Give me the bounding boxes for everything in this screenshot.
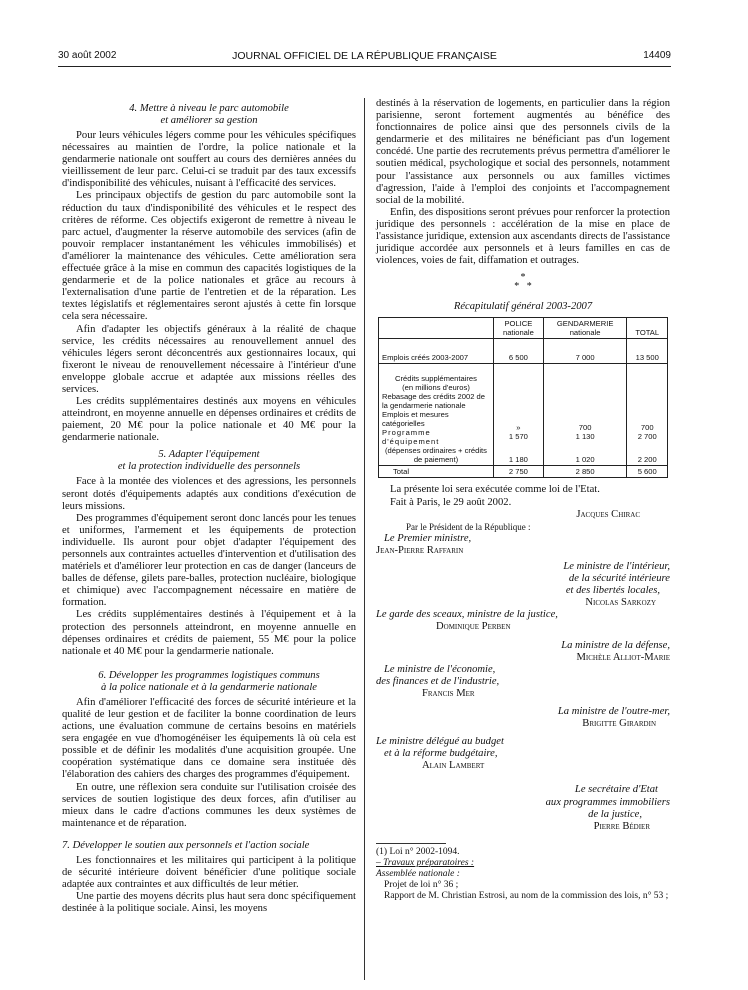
recap-title: Récapitulatif général 2003-2007 — [453, 301, 593, 313]
paragraph: Les crédits supplémentaires destinés aux moyens en véhicules atteindront, en moyenne annuelle en dépenses ordinaires et crédits de paiement, 20 M€ pour la police nationale et 40 M€ pour la gendarmerie nationale. — [62, 396, 356, 444]
col-header-police: POLICE nationale — [494, 318, 544, 339]
table-row: Total 2 750 2 850 5 600 — [379, 466, 668, 478]
president-name: Jacques Chirac — [576, 508, 640, 520]
section-7-title: 7. Développer le soutien aux personnels et l'action sociale — [62, 839, 310, 851]
paragraph: Les principaux objectifs de gestion du parc automobile sont la réduction du taux d'indisponibilité des véhicules et le respect des critères de réforme. Ces objectifs exigeront de remettre à niveau le parc actuel, d'augmenter la réserve automobile des services (afin de pouvoir remplacer instantanément les véhicules immobilisés) et d'améliorer la maintenance des véhicules. Cette amélioration sera effectuée grâce à la mise en commun des capacités logistiques de la gendarmerie et de la police nationales et grâce au recours à l'externalisation d'une partie de l'entretien et de la réparation. Les textes législatifs et réglementaires seront ajustés à cette fin lorsque cela sera nécessaire. — [62, 190, 356, 323]
paragraph: Afin d'adapter les objectifs généraux à la réalité de chaque service, les crédits nécessaires au renouvellement annuel des véhicules légers seront déconcentrés aux gestionnaires locaux, qui fixeront le niveau de renouvellement nécessaire à l'intérieur d'une enveloppe globale accrue et adaptée aux missions réelles des services. — [62, 323, 356, 395]
paragraph: Les crédits supplémentaires destinés à l'équipement et à la protection des personnels atteindront, en moyenne annuelle en dépenses ordinaires et crédits de paiement, 55 M€ pour la police nationale et 40 M€ pour la gendarmerie nationale. — [62, 609, 356, 657]
paragraph: Enfin, des dispositions seront prévues pour renforcer la protection juridique des personnels : accélération de la mise en place de l'assistance juridique, extension aux ascendants directs de l'assistance juridique accordée aux personnels et à leurs familles en cas de violences, voies de fait, diffamation et outrages. — [376, 206, 670, 267]
right-column — [376, 98, 670, 902]
page-number: 14409 — [643, 50, 671, 61]
col-header-gendarmerie: GENDARMERIE nationale — [543, 318, 627, 339]
separator-stars: * * * — [514, 272, 532, 293]
paragraph: Afin d'améliorer l'efficacité des forces de sécurité intérieure et la qualité de leur gestion et de faciliter la bonne coordination de leurs actions, une évaluation commune de certains besoins en matériels sera engagée en vue d'homogénéiser les équipements là où cela est possible et de définir les modalités d'une acquisition groupée. Une coopération systématique dans ce domaine sera instituée dès l'élaboration des cahiers des charges des programmes d'équipement. — [62, 696, 356, 781]
header-rule — [58, 66, 671, 67]
section-4-title: 4. Mettre à niveau le parc automobile et améliorer sa gestion — [129, 103, 289, 126]
paragraph: Face à la montée des violences et des agressions, les personnels seront dotés d'équipements adaptés aux conditions d'exécution de leurs missions. — [62, 476, 356, 512]
signatures: La présente loi sera exécutée comme loi de l'Etat. Fait à Paris, le 29 août 2002. Jacques Chirac Par le Président de la République : Le Premier ministre, Jean-Pierre Raffarin Le ministre de l'intérieur, de la sécurité intérieure et des libertés locales, Nicolas Sarkozy Le garde des sceaux, ministre de la justice, Dominique Perben La ministre de la défense, Michèle Alliot-Marie Le ministre de l'économie, des finances et de l'industrie, Francis Mer La ministre de l'outre-mer, Brigitte Girardin Le ministre délégué au budget et à la réforme budgétaire, Alain Lambert Le secrétaire d'Etat aux programmes immobiliers de la justice, Pierre Bédier — [376, 484, 670, 832]
paragraph: destinés à la réservation de logements, en particulier dans la région parisienne, seront fortement augmentés au bénéfice des fonctionnaires de police ainsi que des personnels civils de la gendarmerie et des militaires ne bénéficiant pas d'un logement concédé. Une partie des recrutements prévus permettra d'améliorer le soutien médical, psychologique et social des personnels, notamment pour l'assistance aux personnels ou aux familles victimes d'agression, l'aide à l'emploi des conjoints et l'accompagnement social de la mobilité. — [376, 98, 670, 206]
section-6-title: 6. Développer les programmes logistiques communs à la police nationale et à la gendarmerie nationale — [98, 669, 320, 693]
paragraph: Une partie des moyens décrits plus haut sera donc spécifiquement destinée à la politique sociale. Ainsi, les moyens — [62, 891, 356, 915]
footnote-rule — [376, 843, 446, 844]
paragraph: En outre, une réflexion sera conduite sur l'utilisation croisée des services de soutien logistique des deux forces, afin d'utiliser au mieux dans le cadre d'actions communes les deux systèmes de maintenance et de réparation. — [62, 781, 356, 829]
journal-title: JOURNAL OFFICIEL DE LA RÉPUBLIQUE FRANÇAISE — [232, 50, 497, 62]
table-row: Emplois créés 2003-2007 6 500 7 000 13 500 — [379, 339, 668, 364]
paragraph: Des programmes d'équipement seront donc lancés pour les tenues et uniformes, l'armement et les équipements de protection individuelle. Ils auront pour objet d'adapter l'équipement des personnels aux contraintes actuelles d'intervention et d'utilisation des matériels et d'améliorer leur protection en cas de danger (lanceurs de balles de défense, gilets pare-balles, protection nucléaire, biologique et chimique) avec l'accompagnement nécessaire en matière de formation. — [62, 512, 356, 609]
recap-table — [378, 317, 668, 478]
page-header — [58, 50, 671, 64]
paragraph: Les fonctionnaires et les militaires qui participent à la politique de sécurité intérieure doivent bénéficier d'une politique sociale adaptée aux contraintes et aux difficultés de leur métier. — [62, 854, 356, 891]
header-date: 30 août 2002 — [58, 50, 117, 61]
paragraph: Pour leurs véhicules légers comme pour les véhicules spécifiques nécessaires au maintien de l'ordre, la police nationale et la gendarmerie nationale ont souffert au cours des dernières années du vieillissement de leur parc. Celui-ci se traduit par des taux excessifs d'indisponibilité des véhicules, nuisant à l'efficacité des services. — [62, 130, 356, 190]
column-divider — [364, 98, 365, 980]
col-header-total: TOTAL — [627, 318, 668, 339]
table-row: Crédits supplémentaires (en millions d'euros) Rebasage des crédits 2002 de la gendarmerie nationale Emplois et mesures catégorielles Programme d'équipement (dépenses ordinaires + crédits de paiement) » 1 570 1 180 700 1 130 1 020 700 2 700 2 200 — [379, 364, 668, 466]
footnotes: (1) Loi n° 2002-1094. – Travaux préparatoires : Assemblée nationale : Projet de loi n° 36 ; Rapport de M. Christian Estrosi, au nom de la commission des lois, n° 53 ; — [376, 846, 669, 901]
section-5-title: 5. Adapter l'équipement et la protection individuelle des personnels — [117, 449, 301, 473]
left-column — [62, 98, 356, 915]
